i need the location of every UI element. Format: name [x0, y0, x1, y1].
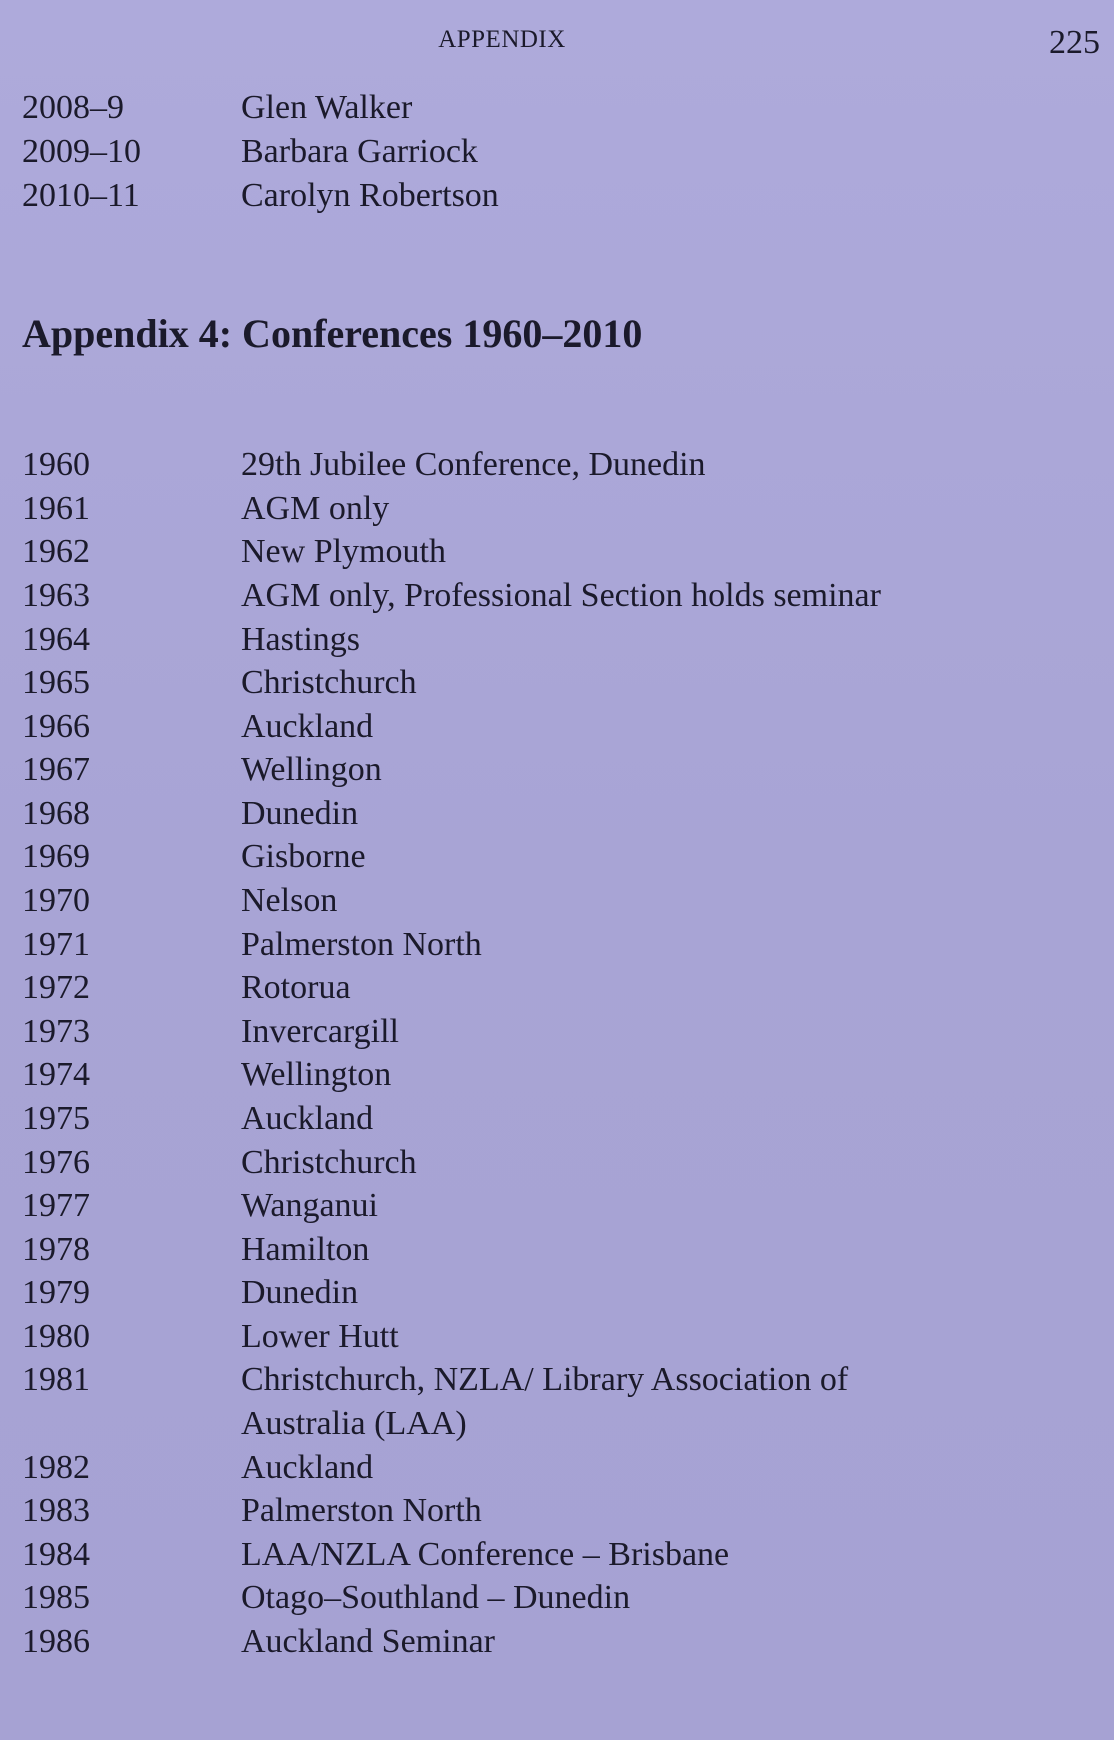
conference-location: Gisborne [241, 838, 366, 875]
person-name: Carolyn Robertson [241, 177, 499, 214]
conference-location: Dunedin [241, 1274, 359, 1311]
year: 1986 [22, 1623, 90, 1660]
year: 2010–11 [22, 177, 140, 214]
year: 1962 [22, 533, 90, 570]
year: 1973 [22, 1013, 90, 1050]
year: 1982 [22, 1449, 90, 1486]
year: 1970 [22, 882, 90, 919]
conference-location: Christchurch [241, 1144, 417, 1181]
year: 1977 [22, 1187, 90, 1224]
year: 1966 [22, 708, 90, 745]
conference-location: Otago–Southland – Dunedin [241, 1579, 631, 1616]
year: 1985 [22, 1579, 90, 1616]
conference-location: Auckland [241, 1449, 374, 1486]
year: 2009–10 [22, 133, 141, 170]
year: 2008–9 [22, 89, 124, 126]
year: 1975 [22, 1100, 90, 1137]
section-heading: Appendix 4: Conferences 1960–2010 [22, 311, 643, 356]
conference-location: AGM only, Professional Section holds seminar [241, 577, 881, 614]
conference-location: Wellington [241, 1056, 392, 1093]
conference-location: New Plymouth [241, 533, 446, 570]
year: 1983 [22, 1492, 90, 1529]
running-header: APPENDIX [438, 26, 566, 53]
conference-location: LAA/NZLA Conference – Brisbane [241, 1536, 730, 1573]
year: 1981 [22, 1361, 90, 1398]
conference-location: Palmerston North [241, 1492, 482, 1529]
year: 1965 [22, 664, 90, 701]
year: 1961 [22, 490, 90, 527]
year: 1979 [22, 1274, 90, 1311]
conference-location: Auckland Seminar [241, 1623, 495, 1660]
conference-location: Lower Hutt [241, 1318, 399, 1355]
conference-location: Wellingon [241, 751, 382, 788]
page-number: 225 [1049, 24, 1100, 61]
conference-location: Hamilton [241, 1231, 370, 1268]
person-name: Barbara Garriock [241, 133, 478, 170]
year: 1971 [22, 926, 90, 963]
conference-location: Rotorua [241, 969, 351, 1006]
year: 1984 [22, 1536, 90, 1573]
conference-location: Invercargill [241, 1013, 399, 1050]
conference-location: Auckland [241, 708, 374, 745]
conference-location: Christchurch [241, 664, 417, 701]
conference-location-continuation: Australia (LAA) [241, 1405, 467, 1442]
year: 1967 [22, 751, 90, 788]
conference-location: Nelson [241, 882, 338, 919]
year: 1978 [22, 1231, 90, 1268]
conference-location: 29th Jubilee Conference, Dunedin [241, 446, 706, 483]
conference-location: Auckland [241, 1100, 374, 1137]
conference-location: Hastings [241, 621, 360, 658]
person-name: Glen Walker [241, 89, 413, 126]
year: 1964 [22, 621, 90, 658]
year: 1976 [22, 1144, 90, 1181]
conference-location: AGM only [241, 490, 390, 527]
conference-location: Christchurch, NZLA/ Library Association of [241, 1361, 849, 1398]
year: 1980 [22, 1318, 90, 1355]
conference-location: Dunedin [241, 795, 359, 832]
year: 1972 [22, 969, 90, 1006]
conference-location: Wanganui [241, 1187, 378, 1224]
year: 1963 [22, 577, 90, 614]
year: 1974 [22, 1056, 90, 1093]
conference-location: Palmerston North [241, 926, 482, 963]
year: 1969 [22, 838, 90, 875]
year: 1968 [22, 795, 90, 832]
year: 1960 [22, 446, 90, 483]
